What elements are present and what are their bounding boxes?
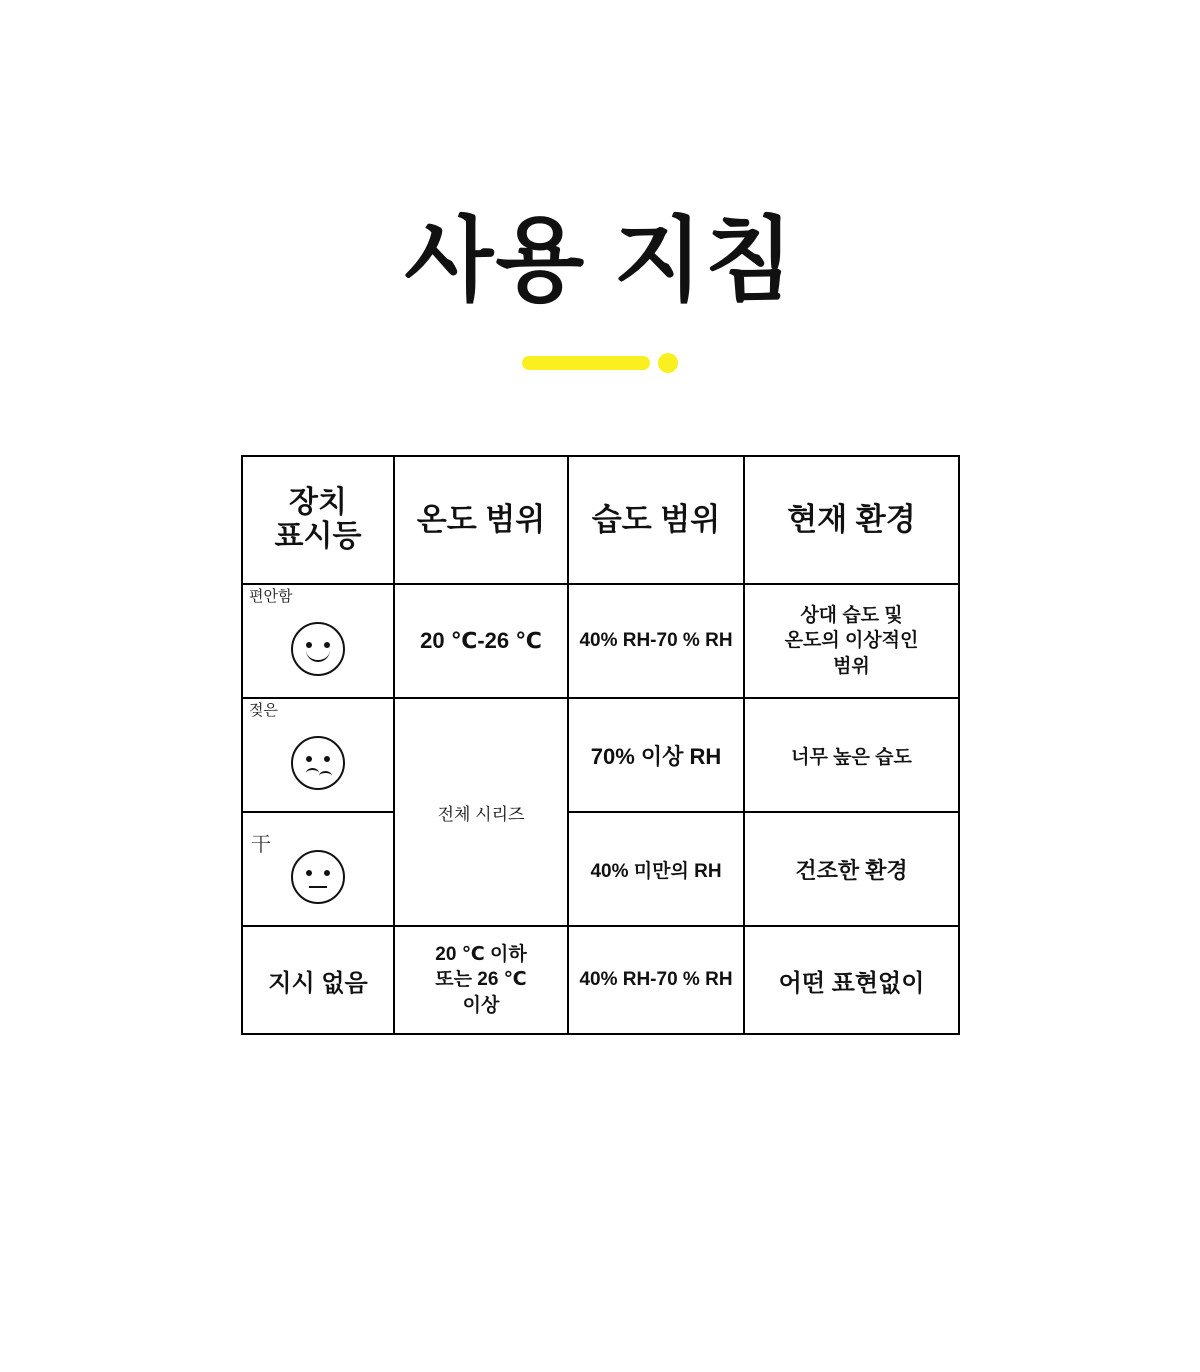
table-row <box>242 812 959 926</box>
wavy-mouth-face-icon <box>291 736 345 790</box>
temperature-line: 또는 26 ℃ <box>435 969 527 991</box>
temperature-range-none <box>394 926 568 1034</box>
environment-dry: 건조한 환경 <box>744 812 959 926</box>
column-header-environment: 현재 환경 <box>744 456 959 584</box>
eye-left <box>306 870 312 876</box>
column-header-temperature: 온도 범위 <box>394 456 568 584</box>
state-label: 젖은 <box>249 702 278 719</box>
environment-line: 온도의 이상적인 <box>784 630 919 652</box>
column-header-device <box>242 456 394 584</box>
humidity-range-none: 40% RH-70 % RH <box>568 926 744 1034</box>
state-label: 干 <box>251 834 271 856</box>
device-indicator-none: 지시 없음 <box>242 926 394 1034</box>
temperature-all-series: 전체 시리즈 <box>394 698 568 926</box>
neutral-face-icon <box>291 850 345 904</box>
usage-guide-table <box>241 455 960 1035</box>
mouth-wavy <box>306 768 332 776</box>
smiling-face-icon <box>291 622 345 676</box>
temperature-range-comfortable: 20 ℃-26 ℃ <box>394 584 568 698</box>
environment-comfortable <box>744 584 959 698</box>
environment-wet: 너무 높은 습도 <box>744 698 959 812</box>
guide-table-wrapper <box>241 455 958 1035</box>
humidity-range-dry: 40% 미만의 RH <box>568 812 744 926</box>
device-indicator-wet <box>242 698 394 812</box>
eye-right <box>324 756 330 762</box>
table-row <box>242 698 959 812</box>
device-indicator-dry <box>242 812 394 926</box>
device-indicator-comfortable <box>242 584 394 698</box>
title-block <box>0 0 1200 373</box>
table-row <box>242 926 959 1034</box>
table-header <box>242 456 959 584</box>
mouth-flat <box>309 886 327 888</box>
humidity-range-wet: 70% 이상 RH <box>568 698 744 812</box>
environment-line: 범위 <box>833 655 870 677</box>
eye-left <box>306 756 312 762</box>
column-header-device-line1: 장치 <box>289 485 347 519</box>
environment-none: 어떤 표현없이 <box>744 926 959 1034</box>
eye-right <box>324 870 330 876</box>
divider-bar <box>522 356 650 370</box>
environment-line: 상대 습도 및 <box>800 604 903 626</box>
column-header-humidity: 습도 범위 <box>568 456 744 584</box>
table-row <box>242 584 959 698</box>
humidity-range-comfortable: 40% RH-70 % RH <box>568 584 744 698</box>
state-label: 편안함 <box>249 588 293 605</box>
table-body <box>242 584 959 1034</box>
column-header-device-line2: 표시등 <box>274 520 362 553</box>
table-header-row <box>242 456 959 584</box>
temperature-line: 20 ℃ 이하 <box>435 943 527 965</box>
mouth-smile <box>306 648 330 662</box>
page-title: 사용 지침 <box>404 210 796 312</box>
title-divider <box>0 353 1200 373</box>
divider-dot <box>658 353 678 373</box>
temperature-line: 이상 <box>462 994 500 1016</box>
